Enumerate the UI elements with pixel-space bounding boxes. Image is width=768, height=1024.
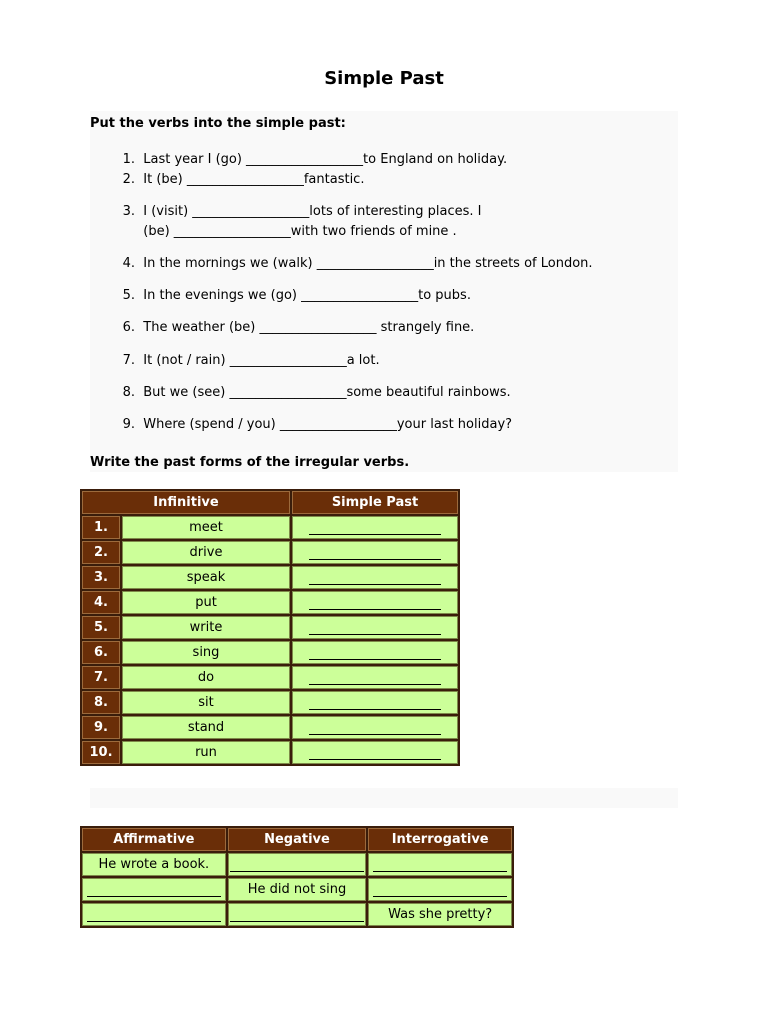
answer-blank[interactable] <box>87 882 221 897</box>
item-text: In the evenings we (go) __________________to pubs. <box>143 288 471 303</box>
infinitive-cell: sing <box>122 641 290 664</box>
table-row <box>82 853 512 876</box>
infinitive-cell: run <box>122 741 290 764</box>
answer-blank[interactable] <box>309 720 441 735</box>
exercise-item-continuation <box>113 222 457 242</box>
table-row <box>82 616 458 639</box>
item-number: 6. <box>122 320 135 335</box>
interrogative-cell[interactable] <box>368 853 512 876</box>
row-number: 1. <box>82 516 120 539</box>
affirmative-cell: He wrote a book. <box>82 853 226 876</box>
answer-blank[interactable] <box>309 545 441 560</box>
page-title: Simple Past <box>324 68 444 89</box>
simple-past-answer-cell[interactable] <box>292 641 458 664</box>
negative-cell[interactable] <box>228 853 367 876</box>
table-row <box>82 566 458 589</box>
row-number: 8. <box>82 691 120 714</box>
answer-blank[interactable] <box>373 857 507 872</box>
item-number: 1. <box>122 152 135 167</box>
item-number: 3. <box>122 204 135 219</box>
table-header-row <box>82 491 458 514</box>
item-number: 4. <box>122 256 135 271</box>
answer-blank[interactable] <box>87 907 221 922</box>
simple-past-answer-cell[interactable] <box>292 591 458 614</box>
item-text: But we (see) __________________some beautiful rainbows. <box>143 385 511 400</box>
row-number: 2. <box>82 541 120 564</box>
header-affirmative: Affirmative <box>82 828 226 851</box>
exercise-item <box>113 383 511 403</box>
exercise-item <box>113 170 364 190</box>
answer-blank[interactable] <box>309 695 441 710</box>
item-number: 8. <box>122 385 135 400</box>
row-number: 5. <box>82 616 120 639</box>
infinitive-cell: meet <box>122 516 290 539</box>
row-number: 6. <box>82 641 120 664</box>
exercise-item <box>113 150 507 170</box>
infinitive-cell: put <box>122 591 290 614</box>
negative-cell: He did not sing <box>228 878 367 901</box>
exercise-item <box>113 286 471 306</box>
item-text: (be) __________________with two friends of mine . <box>143 224 457 239</box>
irregular-verbs-table <box>80 489 460 766</box>
answer-blank[interactable] <box>309 620 441 635</box>
answer-blank[interactable] <box>230 907 364 922</box>
exercise-item <box>113 318 474 338</box>
interrogative-cell[interactable] <box>368 878 512 901</box>
table-row <box>82 591 458 614</box>
answer-blank[interactable] <box>309 595 441 610</box>
answer-blank[interactable] <box>230 857 364 872</box>
answer-blank[interactable] <box>309 570 441 585</box>
affirmative-cell[interactable] <box>82 903 226 926</box>
exercise-3-panel <box>90 788 678 808</box>
item-number: 7. <box>122 353 135 368</box>
header-negative: Negative <box>228 828 367 851</box>
exercise-item <box>113 202 481 222</box>
exercise-1-heading: Put the verbs into the simple past: <box>90 116 346 131</box>
simple-past-answer-cell[interactable] <box>292 741 458 764</box>
infinitive-cell: sit <box>122 691 290 714</box>
infinitive-cell: drive <box>122 541 290 564</box>
affirmative-negative-table <box>80 826 514 928</box>
affirmative-cell[interactable] <box>82 878 226 901</box>
row-number: 7. <box>82 666 120 689</box>
table-row <box>82 691 458 714</box>
infinitive-cell: stand <box>122 716 290 739</box>
answer-blank[interactable] <box>309 745 441 760</box>
header-simple-past: Simple Past <box>292 491 458 514</box>
row-number: 10. <box>82 741 120 764</box>
answer-blank[interactable] <box>309 670 441 685</box>
item-text: Where (spend / you) __________________your last holiday? <box>143 417 513 432</box>
infinitive-cell: do <box>122 666 290 689</box>
table-row <box>82 903 512 926</box>
negative-cell[interactable] <box>228 903 367 926</box>
exercise-item <box>113 415 512 435</box>
header-interrogative: Interrogative <box>368 828 512 851</box>
item-number: 9. <box>122 417 135 432</box>
simple-past-answer-cell[interactable] <box>292 541 458 564</box>
row-number: 3. <box>82 566 120 589</box>
item-text: It (not / rain) __________________a lot. <box>143 353 380 368</box>
simple-past-answer-cell[interactable] <box>292 666 458 689</box>
table-row <box>82 641 458 664</box>
simple-past-answer-cell[interactable] <box>292 516 458 539</box>
row-number: 4. <box>82 591 120 614</box>
table-row <box>82 878 512 901</box>
infinitive-cell: write <box>122 616 290 639</box>
table-row <box>82 666 458 689</box>
answer-blank[interactable] <box>373 882 507 897</box>
item-number: 5. <box>122 288 135 303</box>
item-text: It (be) __________________fantastic. <box>143 172 365 187</box>
answer-blank[interactable] <box>309 645 441 660</box>
interrogative-cell: Was she pretty? <box>368 903 512 926</box>
simple-past-answer-cell[interactable] <box>292 691 458 714</box>
item-text: Last year I (go) __________________to England on holiday. <box>143 152 508 167</box>
exercise-2-heading: Write the past forms of the irregular verbs. <box>90 455 410 470</box>
header-infinitive: Infinitive <box>82 491 290 514</box>
exercise-item <box>113 351 380 371</box>
table-row <box>82 541 458 564</box>
row-number: 9. <box>82 716 120 739</box>
table-header-row <box>82 828 512 851</box>
exercise-item <box>113 254 593 274</box>
simple-past-answer-cell[interactable] <box>292 716 458 739</box>
item-text: I (visit) __________________lots of interesting places. I <box>143 204 482 219</box>
simple-past-answer-cell[interactable] <box>292 566 458 589</box>
table-row <box>82 741 458 764</box>
table-row <box>82 516 458 539</box>
answer-blank[interactable] <box>309 520 441 535</box>
infinitive-cell: speak <box>122 566 290 589</box>
item-number: 2. <box>122 172 135 187</box>
item-text: The weather (be) __________________ strangely fine. <box>143 320 475 335</box>
simple-past-answer-cell[interactable] <box>292 616 458 639</box>
table-row <box>82 716 458 739</box>
item-text: In the mornings we (walk) __________________in the streets of London. <box>143 256 593 271</box>
